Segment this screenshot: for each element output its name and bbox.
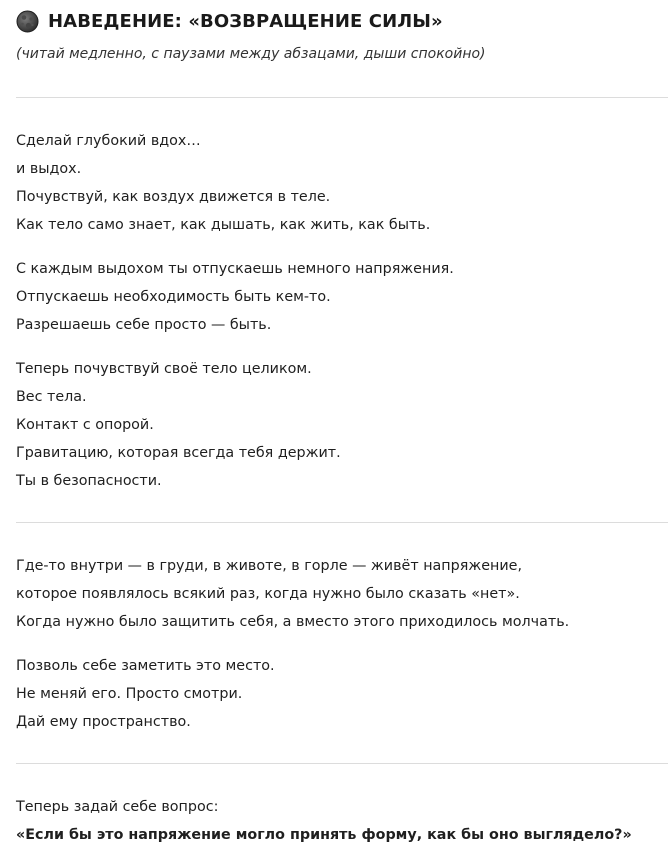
divider bbox=[16, 97, 668, 98]
text-line: Гравитацию, которая всегда тебя держит. bbox=[16, 445, 341, 461]
text-line: Теперь почувствуй своё тело целиком. bbox=[16, 361, 312, 377]
text-line: Ты в безопасности. bbox=[16, 473, 162, 489]
text-line: и выдох. bbox=[16, 161, 82, 177]
new-moon-icon bbox=[16, 10, 39, 33]
text-line: Не меняй его. Просто смотри. bbox=[16, 686, 243, 702]
text-line: Вес тела. bbox=[16, 389, 87, 405]
key-question: «Если бы это напряжение могло принять форму, как бы оно выглядело?» bbox=[16, 827, 632, 843]
text-line: которое появлялось всякий раз, когда нужно было сказать «нет». bbox=[16, 586, 520, 602]
text-line: С каждым выдохом ты отпускаешь немного напряжения. bbox=[16, 261, 454, 277]
text-line: Как тело само знает, как дышать, как жить, как быть. bbox=[16, 217, 431, 233]
text-line: Контакт с опорой. bbox=[16, 417, 154, 433]
divider bbox=[16, 763, 668, 764]
text-line: Разрешаешь себе просто — быть. bbox=[16, 317, 272, 333]
text-line: Теперь задай себе вопрос: bbox=[16, 799, 219, 815]
text-line: Позволь себе заметить это место. bbox=[16, 658, 275, 674]
page-subtitle: (читай медленно, с паузами между абзацами, дыши спокойно) bbox=[16, 46, 486, 62]
text-line: Где-то внутри — в груди, в животе, в горле — живёт напряжение, bbox=[16, 558, 522, 574]
text-line: Когда нужно было защитить себя, а вместо этого приходилось молчать. bbox=[16, 614, 570, 630]
title-row bbox=[16, 8, 443, 34]
text-line: Дай ему пространство. bbox=[16, 714, 191, 730]
text-line: Сделай глубокий вдох… bbox=[16, 133, 201, 149]
text-line: Почувствуй, как воздух движется в теле. bbox=[16, 189, 331, 205]
divider bbox=[16, 522, 668, 523]
text-line: Отпускаешь необходимость быть кем-то. bbox=[16, 289, 331, 305]
page-title: НАВЕДЕНИЕ: «ВОЗВРАЩЕНИЕ СИЛЫ» bbox=[48, 10, 443, 32]
